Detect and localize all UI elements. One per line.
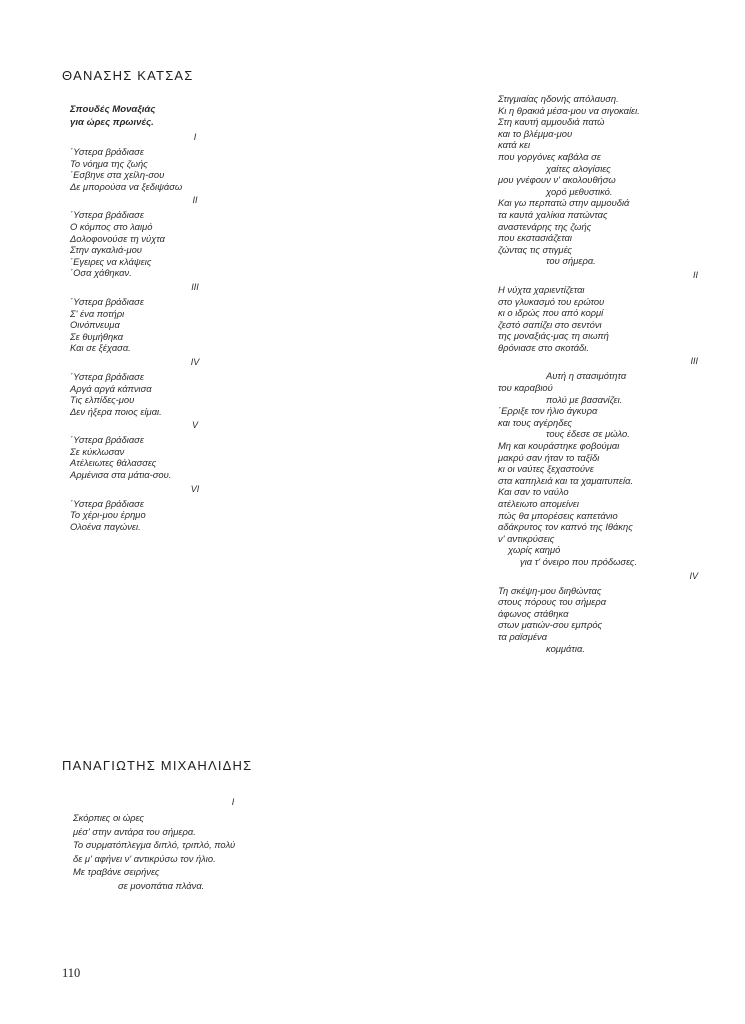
verse-line: κι οι ναύτες ξεχαστούνε	[498, 463, 594, 475]
verse-line: Αρμένισα στα μάτια-σου.	[70, 469, 172, 481]
verse-line: ζώντας τις στιγμές	[498, 243, 572, 255]
verse-line: πολύ με βασανίζει.	[546, 393, 623, 405]
verse-line: Και γω περπατώ στην αμμουδιά	[498, 197, 630, 209]
verse-line: μακρύ σαν ήταν το ταξίδι	[498, 451, 600, 463]
verse-line: στων ματιών-σου εμπρός	[498, 619, 603, 631]
verse-line: που εκστασιάζεται	[498, 232, 572, 244]
verse-line: Κι η θρακιά μέσα-μου να σιγοκαίει.	[498, 104, 640, 116]
verse-line: Ατέλειωτες θάλασσες	[70, 457, 157, 469]
verse-line: ΄Υστερα βράδιασε	[70, 370, 144, 382]
verse-line: για τ' όνειρο που πρόδωσες.	[520, 555, 638, 567]
verse-line: Τη σκέψη-μου διηθώντας	[498, 584, 602, 596]
verse-line: κομμάτια.	[546, 642, 585, 654]
verse-line: Σ' ένα ποτήρι	[70, 307, 125, 319]
verse-line: ΄Υστερα βράδιασε	[70, 434, 144, 446]
verse-line: μέσ' στην αντάρα του σήμερα.	[73, 825, 196, 837]
poem-katsas	[70, 103, 320, 532]
stanza-numeral: III	[690, 356, 698, 367]
verse-line: Με τραβάνε σειρήνες	[73, 866, 160, 878]
verse-line: χωρίς καημό	[508, 544, 561, 556]
verse-line: Το νόημα της ζωής	[70, 157, 148, 169]
verse-line: Δε μπορούσα να ξεδιψάσω	[70, 180, 183, 192]
verse-line: πώς θα μπορέσεις καπετάνιο	[498, 509, 618, 521]
verse-line: και τους αγέρηδες	[498, 416, 572, 428]
poem-title-line: για ώρες πρωινές.	[70, 117, 154, 128]
verse-line: του καραβιού	[498, 382, 553, 394]
verse-line: ΄Υστερα βράδιασε	[70, 146, 144, 157]
verse-line: Οινόπνευμα	[70, 319, 120, 331]
verse-line: Και σαν το ναύλο	[498, 486, 569, 498]
verse-line: κατά κει	[498, 139, 531, 151]
verse-line: Ολοένα παγώνει.	[70, 520, 141, 532]
page-number: 110	[62, 966, 81, 980]
stanza-numeral: IV	[190, 356, 200, 367]
verse-line: Μη και κουράστηκε φοβούμαι	[498, 440, 620, 452]
verse-line: ΄Εσβηνε στα χείλη-σου	[70, 169, 165, 181]
verse-line: κι ο ιδρώς που από κορμί	[498, 307, 604, 319]
verse-line: στους πόρους του σήμερα	[498, 596, 607, 608]
poem-michailidis	[73, 794, 323, 893]
verse-line: Αργά αργά κάπνισα	[70, 382, 152, 394]
verse-line: της μοναξιάς-μας τη σιωπή	[498, 330, 609, 342]
stanza-numeral: V	[191, 420, 198, 431]
author-name-katsas: ΘΑΝΑΣΗΣ ΚΑΤΣΑΣ	[62, 68, 194, 83]
poem-title-line: Σπουδές Μοναξιάς	[70, 104, 156, 115]
verse-line: Στη καυτή αμμουδιά πατώ	[498, 116, 605, 128]
verse-line: Σε θυμήθηκα	[70, 330, 124, 342]
verse-line: σε μονοπάτια πλάνα.	[118, 879, 205, 891]
stanza-numeral: III	[191, 281, 199, 292]
verse-line: Η νύχτα χαριεντίζεται	[498, 283, 585, 295]
verse-line: ΄Ερριξε τον ήλιο άγκυρα	[498, 405, 598, 417]
verse-line: Το συρματόπλεγμα διπλό, τριπλό, πολύ	[73, 839, 236, 851]
poem-right-column	[498, 93, 698, 654]
verse-line: Στην αγκαλιά-μου	[70, 244, 142, 256]
verse-line: αδάκρυτος τον καπνό της Ιθάκης	[498, 521, 633, 533]
verse-line: Ο κόμπος στο λαιμό	[70, 220, 153, 232]
verse-line: ΄Εγειρες να κλάψεις	[70, 255, 152, 267]
verse-line: τα ραϊσμένα	[498, 630, 548, 642]
verse-line: Σκόρπιες οι ώρες	[73, 812, 144, 823]
verse-line: Δολοφονούσε τη νύχτα	[70, 232, 165, 244]
verse-line: στα καπηλειά και τα χαμαιτυπεία.	[498, 474, 634, 486]
verse-line: αναστενάρης της ζωής	[498, 220, 592, 232]
verse-line: που γοργόνες καβάλα σε	[498, 150, 601, 162]
verse-line: ΄Υστερα βράδιασε	[70, 497, 144, 509]
stanza-numeral: I	[193, 132, 197, 142]
verse-line: Και σε ξέχασα.	[70, 342, 131, 354]
verse-line: χαίτες αλογίσιες	[546, 162, 611, 174]
verse-line: Αυτή η στασιμότητα	[546, 370, 627, 382]
verse-line: δε μ' αφήνει ν' αντικρύσω τον ήλιο.	[73, 852, 216, 864]
verse-line: ν' αντικρύσεις	[498, 532, 555, 544]
verse-line: ΄Οσα χάθηκαν.	[70, 267, 132, 279]
verse-line: Δεν ήξερα ποιος είμαι.	[70, 405, 162, 417]
stanza-numeral: II	[692, 269, 698, 280]
verse-line: μου γνέφουν ν' ακολουθήσω	[498, 174, 616, 186]
verse-line: ατέλειωτο απομείνει	[498, 498, 580, 509]
author-name-michailidis: ΠΑΝΑΓΙΩΤΗΣ ΜΙΧΑΗΛΙΔΗΣ	[62, 758, 253, 773]
stanza-numeral: IV	[689, 570, 698, 581]
verse-line: Τις ελπίδες-μου	[70, 394, 135, 406]
verse-line: τους έδεσε σε μώλο.	[546, 428, 630, 440]
verse-line: ΄Υστερα βράδιασε	[70, 295, 144, 307]
verse-line: ζεστό σαπίζει στο σεντόνι	[498, 318, 602, 330]
verse-line: στο γλυκασμό του ερώτου	[498, 295, 605, 307]
verse-line: και το βλέμμα-μου	[498, 127, 573, 139]
verse-line: θρόνιασε στο σκοτάδι.	[498, 341, 589, 353]
verse-line: χορό μεθυστικό.	[546, 185, 613, 197]
verse-line: ΄Υστερα βράδιασε	[70, 209, 144, 221]
stanza-numeral: VI	[190, 483, 200, 494]
stanza-numeral: I	[231, 797, 235, 807]
verse-line: άφωνος στάθηκα	[498, 607, 569, 619]
stanza-numeral: II	[192, 195, 198, 206]
verse-line: Το χέρι-μου έρημο	[70, 509, 146, 521]
verse-line: τα καυτά χαλίκια πατώντας	[498, 208, 608, 220]
verse-line: του σήμερα.	[546, 255, 596, 267]
verse-line: Στιγμιαίας ηδονής απόλαυση.	[498, 93, 619, 104]
verse-line: Σε κύκλωσαν	[70, 445, 125, 457]
